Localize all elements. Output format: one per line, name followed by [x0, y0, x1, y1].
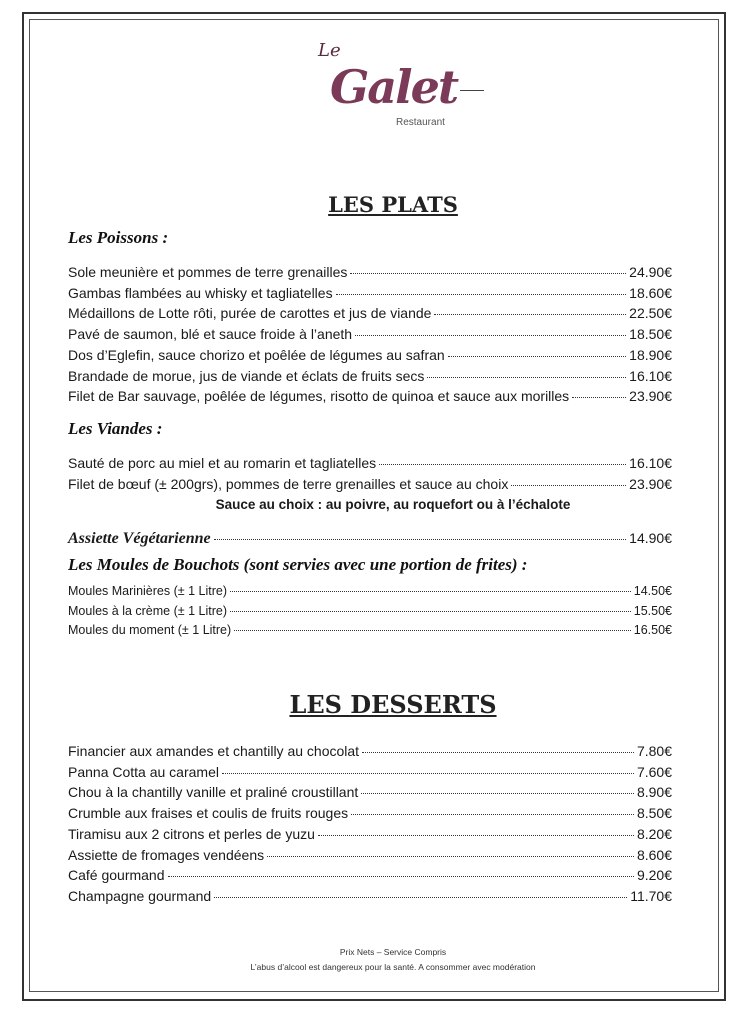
dot-leader [230, 591, 631, 592]
logo-line [460, 90, 484, 91]
item-name: Sauté de porc au miel et au romarin et tagliatelles [68, 455, 377, 471]
item-name: Pavé de saumon, blé et sauce froide à l’aneth [68, 326, 353, 343]
item-name: Filet de Bar sauvage, poêlée de légumes, risotto de quinoa et sauce aux morilles [68, 388, 570, 405]
menu-item [68, 604, 672, 618]
item-price: 7.80€ [636, 743, 672, 759]
dot-leader [355, 335, 626, 336]
dot-leader [234, 630, 631, 631]
item-name: Crumble aux fraises et coulis de fruits rouges [68, 805, 349, 822]
item-price: 11.70€ [630, 887, 672, 904]
moules-heading: Les Moules de Bouchots (sont servies avec une portion de frites) : [68, 555, 528, 574]
viandes-heading: Les Viandes : [68, 419, 163, 438]
dot-leader [214, 897, 627, 898]
dot-leader [362, 752, 634, 753]
item-name: Panna Cotta au caramel [68, 763, 219, 780]
menu-item [68, 867, 672, 883]
dot-leader [350, 273, 626, 274]
menu-item [68, 285, 672, 301]
logo-le: Le [318, 40, 341, 61]
item-price: 8.60€ [636, 846, 672, 863]
item-name: Brandade de morue, jus de viande et éclats de fruits secs [68, 367, 425, 384]
item-price: 14.90€ [629, 530, 672, 546]
dot-leader [267, 856, 634, 857]
item-name: Tiramisu aux 2 citrons et perles de yuzu [68, 825, 315, 842]
item-price: 16.10€ [629, 455, 672, 471]
item-price: 16.50€ [633, 623, 672, 637]
item-name: Champagne gourmand [68, 887, 212, 904]
menu-item [68, 368, 672, 384]
item-price: 8.90€ [636, 784, 672, 801]
dot-leader [379, 464, 626, 465]
item-price: 8.50€ [636, 805, 672, 822]
item-name: Moules du moment (± 1 Litre) [68, 623, 232, 637]
item-name: Dos d’Eglefin, sauce chorizo et poêlée de légumes au safran [68, 346, 445, 363]
menu-item [68, 847, 672, 863]
restaurant-logo [300, 40, 480, 150]
item-name: Assiette de fromages vendéens [68, 846, 265, 863]
sauce-note: Sauce au choix : au poivre, au roquefort ou à l’échalote [215, 497, 571, 512]
logo-subtitle: Restaurant [396, 117, 445, 128]
menu-item [68, 326, 672, 342]
item-price: 18.90€ [629, 346, 672, 363]
item-name: Café gourmand [68, 867, 165, 884]
item-name: Moules à la crème (± 1 Litre) [68, 603, 227, 618]
desserts-title: LES DESSERTS [289, 690, 497, 719]
dot-leader [434, 314, 626, 315]
item-name: Assiette Végétarienne [68, 530, 211, 547]
item-name: Sole meunière et pommes de terre grenailles [68, 264, 348, 280]
dot-leader [427, 377, 626, 378]
dot-leader [511, 485, 626, 486]
menu-item [68, 305, 672, 321]
item-price: 18.50€ [629, 326, 672, 343]
menu-item [68, 888, 672, 904]
menu-item [68, 476, 672, 492]
item-price: 16.10€ [629, 367, 672, 384]
plats-title: LES PLATS [328, 192, 458, 217]
dot-leader [351, 814, 634, 815]
menu-item [68, 764, 672, 780]
poissons-heading: Les Poissons : [68, 228, 169, 247]
menu-item [68, 623, 672, 637]
menu-item [68, 455, 672, 471]
menu-item [68, 347, 672, 363]
dot-leader [361, 793, 634, 794]
item-name: Gambas flambées au whisky et tagliatelles [68, 284, 333, 301]
item-price: 7.60€ [636, 763, 672, 780]
dot-leader [230, 611, 631, 612]
dot-leader [168, 876, 634, 877]
menu-item [68, 826, 672, 842]
menu-item [68, 584, 672, 598]
item-price: 22.50€ [629, 305, 672, 322]
dot-leader [448, 356, 626, 357]
dot-leader [318, 835, 634, 836]
item-price: 9.20€ [636, 867, 672, 884]
menu-item [68, 264, 672, 280]
dot-leader [222, 773, 634, 774]
item-price: 15.50€ [633, 603, 672, 618]
item-name: Filet de bœuf (± 200grs), pommes de terre grenailles et sauce au choix [68, 475, 509, 492]
logo-name: Galet [330, 60, 458, 114]
item-name: Médaillons de Lotte rôti, purée de carottes et jus de viande [68, 305, 432, 322]
item-price: 8.20€ [636, 825, 672, 842]
item-name: Moules Marinières (± 1 Litre) [68, 584, 227, 598]
item-name: Chou à la chantilly vanille et praliné croustillant [68, 784, 359, 801]
footer-prices-note: Prix Nets – Service Compris [339, 947, 447, 957]
menu-item [68, 784, 672, 800]
dot-leader [572, 397, 626, 398]
menu-item [68, 805, 672, 821]
dot-leader [214, 539, 627, 540]
item-price: 14.50€ [633, 584, 672, 598]
footer-alcohol-warning: L’abus d’alcool est dangereux pour la santé. A consommer avec modération [250, 962, 536, 972]
menu-item [68, 388, 672, 404]
menu-item-vegetarienne [68, 530, 672, 548]
item-price: 23.90€ [629, 388, 672, 405]
item-price: 23.90€ [629, 475, 672, 492]
item-price: 18.60€ [629, 284, 672, 301]
menu-item [68, 743, 672, 759]
dot-leader [336, 294, 627, 295]
item-name: Financier aux amandes et chantilly au chocolat [68, 743, 360, 759]
item-price: 24.90€ [629, 264, 672, 280]
